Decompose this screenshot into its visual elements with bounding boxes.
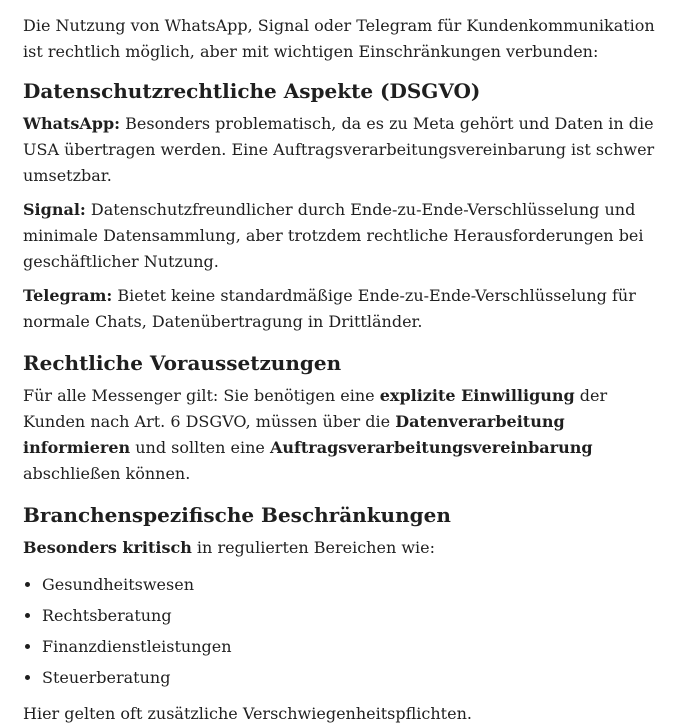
paragraph-whatsapp — [23, 111, 673, 189]
bold-avv: Auftragsverarbeitungsvereinbarung — [269, 438, 593, 457]
closing-paragraph: Hier gelten oft zusätzliche Verschwiegenheitspflichten. — [23, 704, 472, 723]
branchen-list — [23, 569, 673, 693]
text-whatsapp: Besonders problematisch, da es zu Meta gehört und Daten in die USA übertragen werden. Eine Auftragsverarbeitungsvereinbarung ist schwer umsetzbar. — [23, 114, 655, 185]
heading-dsgvo: Datenschutzrechtliche Aspekte (DSGVO) — [23, 79, 481, 103]
label-telegram: Telegram: — [23, 286, 113, 305]
bold-kritisch: Besonders kritisch — [23, 538, 192, 557]
text-part: und sollten eine — [130, 438, 270, 457]
paragraph-telegram — [23, 283, 673, 335]
paragraph-voraussetzungen — [23, 383, 673, 487]
text-part: der Kunden nach Art. 6 DSGVO, müssen über die — [23, 386, 608, 431]
text-part: Für alle Messenger gilt: Sie benötigen eine — [23, 386, 380, 405]
label-signal: Signal: — [23, 200, 86, 219]
list-item: • Rechtsberatung — [42, 600, 673, 631]
list-item: • Finanzdienstleistungen — [42, 631, 673, 662]
heading-voraussetzungen: Rechtliche Voraussetzungen — [23, 351, 342, 375]
list-item: • Gesundheitswesen — [42, 569, 673, 600]
text-part: in regulierten Bereichen wie: — [191, 538, 435, 557]
label-whatsapp: WhatsApp: — [23, 114, 121, 133]
bold-informieren: Datenverarbeitung informieren — [23, 412, 565, 457]
bold-einwilligung: explizite Einwilligung — [379, 386, 575, 405]
text-signal: Datenschutzfreundlicher durch Ende-zu-Ende-Verschlüsselung und minimale Datensammlung, aber trotzdem rechtliche Herausforderungen bei geschäftlicher Nutzung. — [23, 200, 644, 271]
paragraph-signal — [23, 197, 673, 275]
text-telegram: Bietet keine standardmäßige Ende-zu-Ende-Verschlüsselung für normale Chats, Datenübertragung in Drittländer. — [23, 286, 636, 331]
text-part: abschließen können. — [23, 464, 191, 483]
intro-paragraph: Die Nutzung von WhatsApp, Signal oder Telegram für Kundenkommunikation ist rechtlich möglich, aber mit wichtigen Einschränkungen verbunden: — [23, 16, 655, 61]
list-item: • Steuerberatung — [42, 662, 673, 693]
heading-branchen: Branchenspezifische Beschränkungen — [23, 503, 451, 527]
paragraph-branchen-lead — [23, 535, 673, 561]
